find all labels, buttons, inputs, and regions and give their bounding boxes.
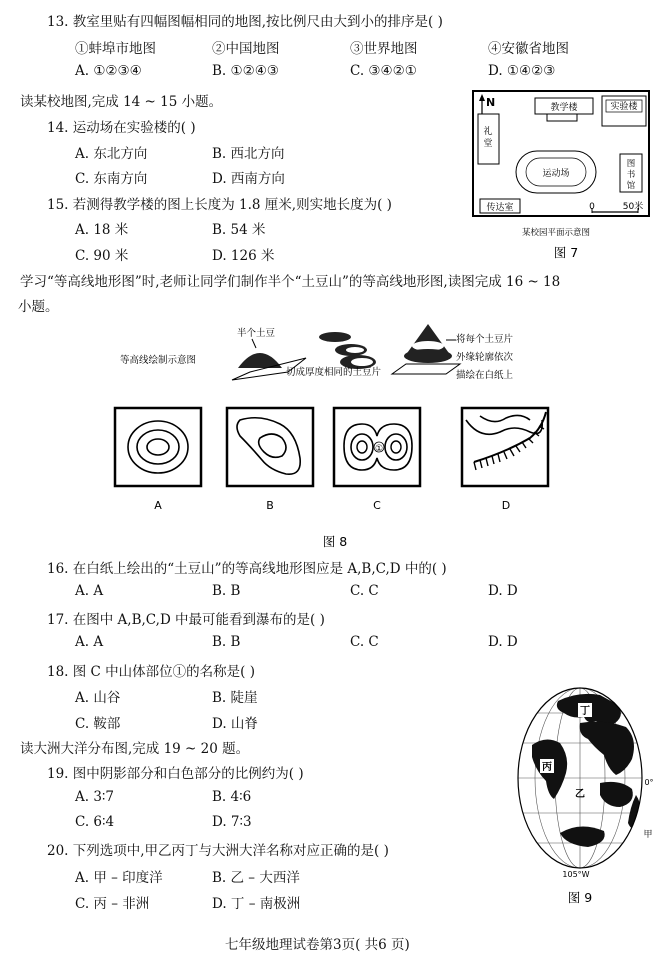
q18-stem: 18. 图 C 中山体部位①的名称是( ) [47,664,255,680]
intro-14-15: 读某校地图,完成 14 ~ 15 小题。 [20,94,223,110]
panel-b-contour-outer [237,418,300,474]
panel-a-label: A [154,499,162,512]
panel-a-contour-middle [137,430,179,464]
q14-stem: 14. 运动场在实验楼的( ) [47,120,196,136]
intro-16-18-line1: 学习“等高线地形图”时,老师让同学们制作半个“土豆山”的等高线地形图,读图完成 16 ~ 18 [20,274,561,290]
q17-option-a: A. A [75,634,104,650]
panel-c-marker: ① [374,444,384,454]
library-label-char-1: 图 [626,159,636,169]
school-map-figure [470,88,655,263]
q13-item-3: ③世界地图 [350,41,418,57]
q17-option-c: C. C [350,634,379,650]
q15-stem: 15. 若测得教学楼的图上长度为 1.8 厘米,则实地长度为( ) [47,197,392,213]
q15-option-b: B. 54 米 [212,222,266,238]
playground-label: 运动场 [542,169,570,179]
q15-option-c: C. 90 米 [75,248,129,264]
hall-label-char-1: 礼 [483,127,493,137]
jia-label: 甲 [643,830,653,840]
q18-option-d: D. 山脊 [212,716,258,732]
q18-option-a: A. 山谷 [75,690,121,706]
potato-contour-figure [110,320,560,560]
teaching-building-wing [547,114,577,121]
q14-option-a: A. 东北方向 [75,146,148,162]
meridian-105-label: 105°W [562,870,590,879]
north-label: N [486,96,496,109]
page-footer: 七年级地理试卷第3页( 共6 页) [225,937,410,953]
trace-line2: 外缘轮廓依次 [456,352,514,363]
slice-bottom-hole [351,358,373,366]
q13-option-d: D. ①④②③ [488,63,556,79]
bing-label: 丙 [542,762,552,773]
q16-option-c: C. C [350,583,379,599]
white-paper-icon [392,364,460,374]
q19-option-d: D. 7∶3 [212,814,252,830]
q17-option-d: D. D [488,634,518,650]
slices-label: 切成厚度相同的土豆片 [286,367,382,378]
ding-label: 丁 [580,706,590,717]
panel-b-label: B [266,499,274,512]
lab-building-label: 实验楼 [610,102,638,112]
panel-d-frame [462,408,548,486]
q20-option-d: D. 丁 – 南极洲 [212,896,301,912]
diagram-label: 等高线绘制示意图 [120,355,197,366]
library-label-char-3: 馆 [626,181,636,191]
q19-option-a: A. 3∶7 [75,789,115,805]
q18-option-c: C. 鞍部 [75,716,121,732]
q17-stem: 17. 在图中 A,B,C,D 中最可能看到瀑布的是( ) [47,612,325,628]
fig9-caption: 图 9 [567,890,593,905]
panel-c-peak-left [357,441,367,453]
panel-d-label: D [501,499,511,512]
panel-d-contour-1 [466,420,542,434]
half-potato-pointer [252,339,256,348]
trace-line3: 描绘在白纸上 [456,370,514,381]
north-arrowhead-icon [479,94,485,101]
q13-stem: 13. 教室里贴有四幅图幅相同的地图,按比例尺由大到小的排序是( ) [47,14,443,30]
slice-middle-hole [346,347,364,353]
q20-stem: 20. 下列选项中,甲乙丙丁与大洲大洋名称对应正确的是( ) [47,843,389,859]
q13-option-c: C. ③④②① [350,63,417,79]
scale-zero-label: 0 [589,202,595,212]
q14-option-b: B. 西北方向 [212,146,285,162]
panel-c-contour-right [385,434,407,460]
q16-option-b: B. B [212,583,241,599]
q20-option-c: C. 丙 – 非洲 [75,896,150,912]
q13-item-4: ④安徽省地图 [488,41,569,57]
q13-item-2: ②中国地图 [212,41,280,57]
q15-option-d: D. 126 米 [212,248,275,264]
panel-b-contour-inner [259,434,286,457]
q14-option-d: D. 西南方向 [212,171,285,187]
q19-stem: 19. 图中阴影部分和白色部分的比例约为( ) [47,766,304,782]
q13-item-1: ①蚌埠市地图 [75,41,156,57]
panel-d-contour-2 [480,415,530,421]
guard-room-label: 传达室 [486,203,514,213]
q20-option-b: B. 乙 – 大西洋 [212,870,300,886]
q19-option-c: C. 6∶4 [75,814,115,830]
library-label-char-2: 书 [626,170,636,180]
panel-c-label: C [373,499,381,512]
q17-option-b: B. B [212,634,241,650]
panel-c-contour-left [351,434,373,460]
stacked-layer-2 [404,349,452,363]
intro-19-20: 读大洲大洋分布图,完成 19 ~ 20 题。 [20,741,250,757]
fig8-caption: 图 8 [322,534,348,549]
q13-option-a: A. ①②③④ [75,63,142,79]
trace-line1: 将每个土豆片 [456,334,514,345]
q20-option-a: A. 甲 – 印度洋 [75,870,163,886]
fig7-subcaption: 某校园平面示意图 [521,228,591,238]
scale-end-label: 50米 [622,202,644,212]
q18-option-b: B. 陡崖 [212,690,258,706]
intro-16-18-line2: 小题。 [18,299,59,315]
meridian-0-label: 0° [644,778,654,787]
continents-oceans-figure [508,683,658,908]
q16-option-d: D. D [488,583,518,599]
q13-option-b: B. ①②④③ [212,63,279,79]
hall-label-char-2: 堂 [483,139,493,149]
q19-option-b: B. 4∶6 [212,789,252,805]
q16-stem: 16. 在白纸上绘出的“土豆山”的等高线地形图应是 A,B,C,D 中的( ) [47,561,447,577]
q14-option-c: C. 东南方向 [75,171,148,187]
q16-option-a: A. A [75,583,104,599]
slice-top-icon [319,332,351,342]
q15-option-a: A. 18 米 [75,222,129,238]
teaching-building-label: 教学楼 [550,103,578,113]
fig7-caption: 图 7 [553,245,579,260]
panel-c-peak-right [391,441,401,453]
yi-label: 乙 [575,789,585,800]
panel-a-contour-inner [147,439,169,455]
half-potato-label: 半个土豆 [237,328,276,339]
